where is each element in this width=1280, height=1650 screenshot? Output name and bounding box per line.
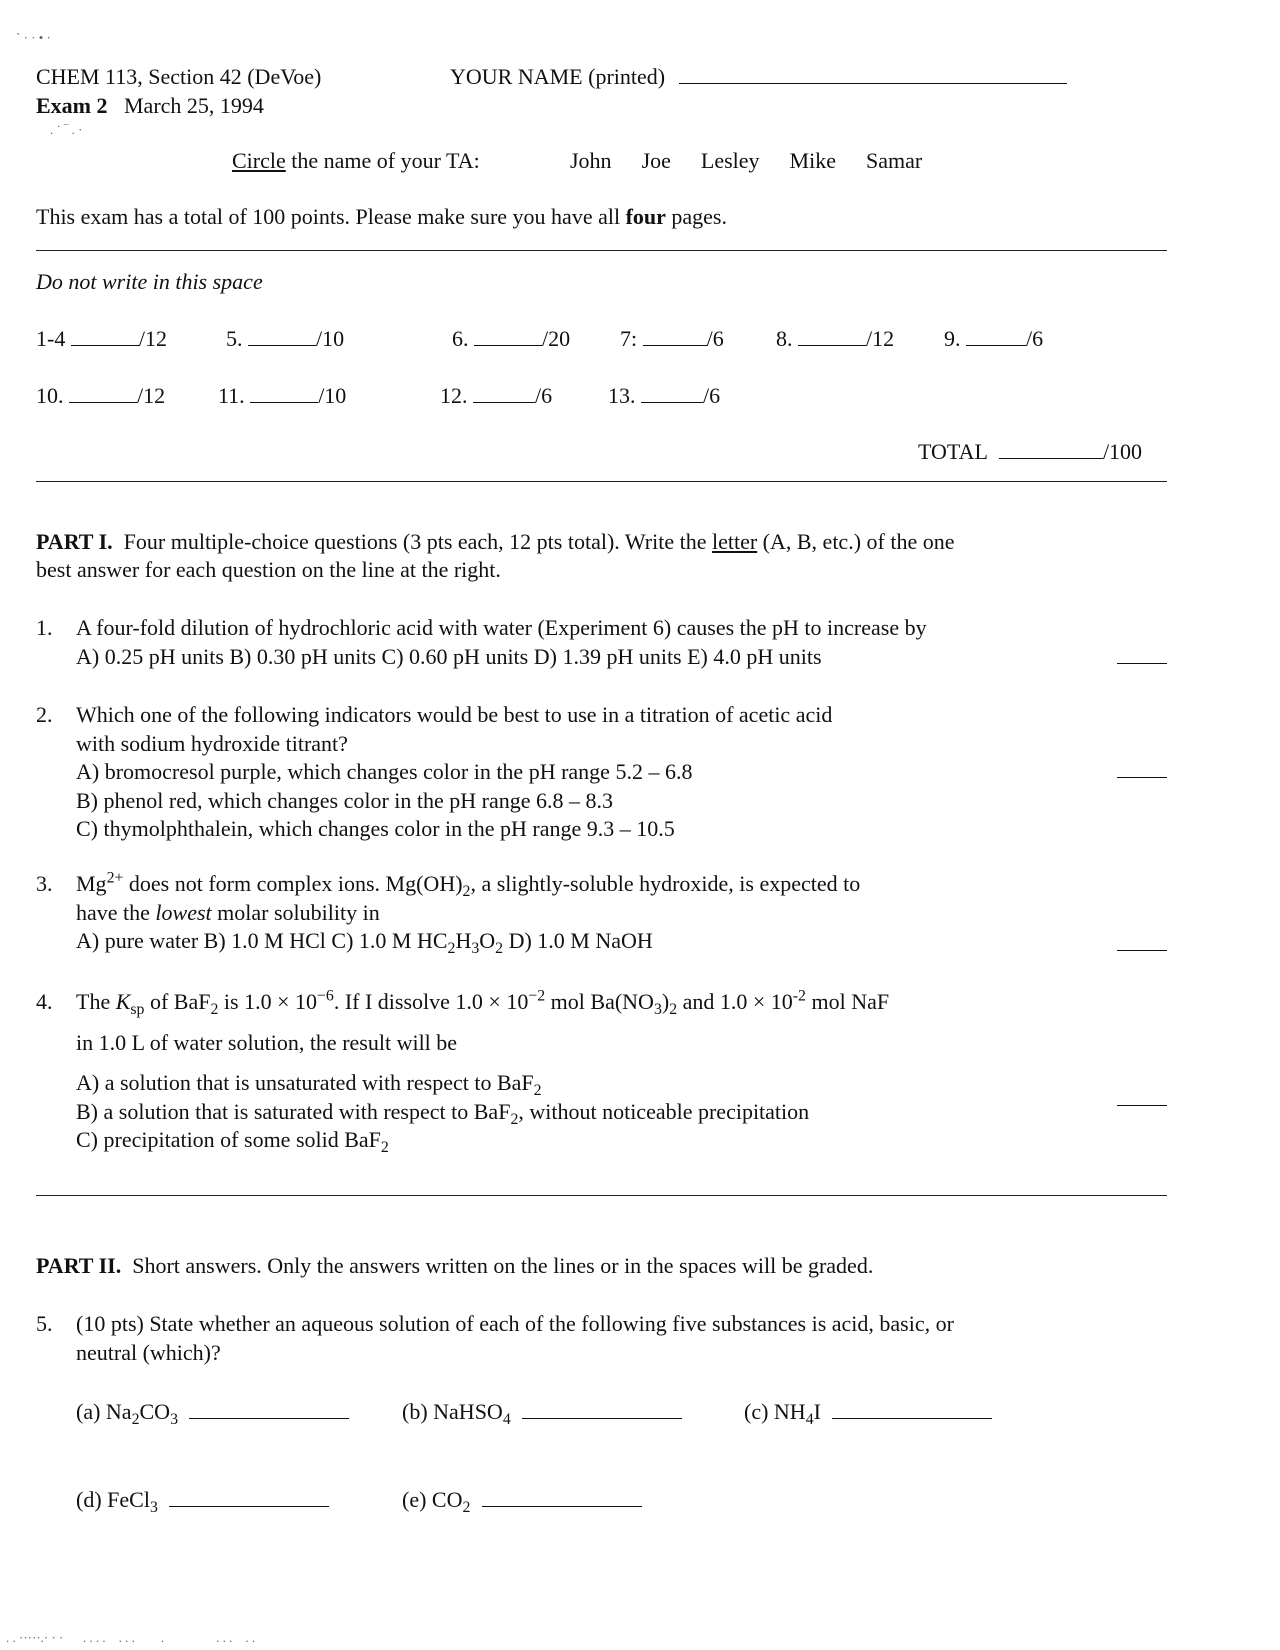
score-item: 7: /6 <box>620 326 724 351</box>
score-item: 13. /6 <box>608 383 721 408</box>
ta-name-lesley[interactable]: Lesley <box>700 148 760 173</box>
ta-name-joe[interactable]: Joe <box>641 148 671 173</box>
part2-title: PART II. <box>36 1253 122 1278</box>
ta-names <box>570 147 952 176</box>
name-label: YOUR NAME (printed) <box>450 64 666 89</box>
divider <box>36 1195 1167 1196</box>
score-item: 10. /12 <box>36 383 166 408</box>
ta-prompt-text: the name of your TA: <box>291 148 480 173</box>
exam-label: Exam 2 <box>36 93 108 118</box>
divider <box>36 250 1167 251</box>
part1-description: PART I. Four multiple-choice questions (3 pts each, 12 pts total). Write the letter (A, B, etc.) of the one <box>36 529 955 554</box>
score-item: 8. /12 <box>776 326 895 351</box>
score-item: 9. /6 <box>944 326 1044 351</box>
intro-pages-count: four <box>625 204 666 229</box>
part2-description: PART II. Short answers. Only the answers written on the lines or in the spaces will be graded. <box>36 1253 874 1278</box>
circle-word: Circle <box>232 148 286 173</box>
ta-name-samar[interactable]: Samar <box>866 148 923 173</box>
score-item: 1-4 /12 <box>36 326 167 351</box>
exam-intro <box>36 203 727 232</box>
scan-speckle: ` · · • · <box>16 30 51 45</box>
scan-speckle: . ˙ ‾ . · <box>50 122 83 137</box>
exam-heading <box>36 92 264 121</box>
ta-prompt <box>232 147 480 176</box>
score-item: 11. /10 <box>218 383 347 408</box>
score-item: 5. /10 <box>226 326 345 351</box>
name-blank[interactable] <box>679 82 1067 84</box>
answer-line-2[interactable] <box>1117 777 1167 778</box>
part1-title: PART I. <box>36 529 113 554</box>
part1-description-line2: best answer for each question on the line at the right. <box>36 557 501 582</box>
answer-line-4[interactable] <box>1117 1105 1167 1106</box>
scoring-note: Do not write in this space <box>36 269 263 294</box>
score-item: 6. /20 <box>452 326 571 351</box>
exam-date: March 25, 1994 <box>124 93 264 118</box>
score-item: 12. /6 <box>440 383 553 408</box>
q5-item-d[interactable]: (d) FeCl$_3$ <box>76 1486 329 1515</box>
q5-item-e[interactable]: (e) $CO_2$ <box>402 1486 642 1515</box>
intro-text-end: pages. <box>671 204 727 229</box>
ta-name-john[interactable]: John <box>570 148 612 173</box>
divider <box>36 481 1167 482</box>
intro-text: This exam has a total of 100 points. Please make sure you have all <box>36 204 621 229</box>
answer-line-3[interactable] <box>1117 950 1167 951</box>
name-field[interactable] <box>450 63 1067 92</box>
answer-line-1[interactable] <box>1117 663 1167 664</box>
q5-item-c[interactable]: (c) $NH_4I$ <box>744 1398 992 1427</box>
q5-item-b[interactable]: (b) NaHSO$_4$ <box>402 1398 682 1427</box>
ta-name-mike[interactable]: Mike <box>789 148 836 173</box>
score-total: TOTAL /100 <box>918 439 1143 464</box>
q5-item-a[interactable]: (a) $Na_2CO_3$ <box>76 1398 349 1427</box>
course-title: CHEM 113, Section 42 (DeVoe) <box>36 64 322 89</box>
scan-speckle: . . ·····.· · · . . . . . . . . . . . . . <box>6 1630 256 1645</box>
